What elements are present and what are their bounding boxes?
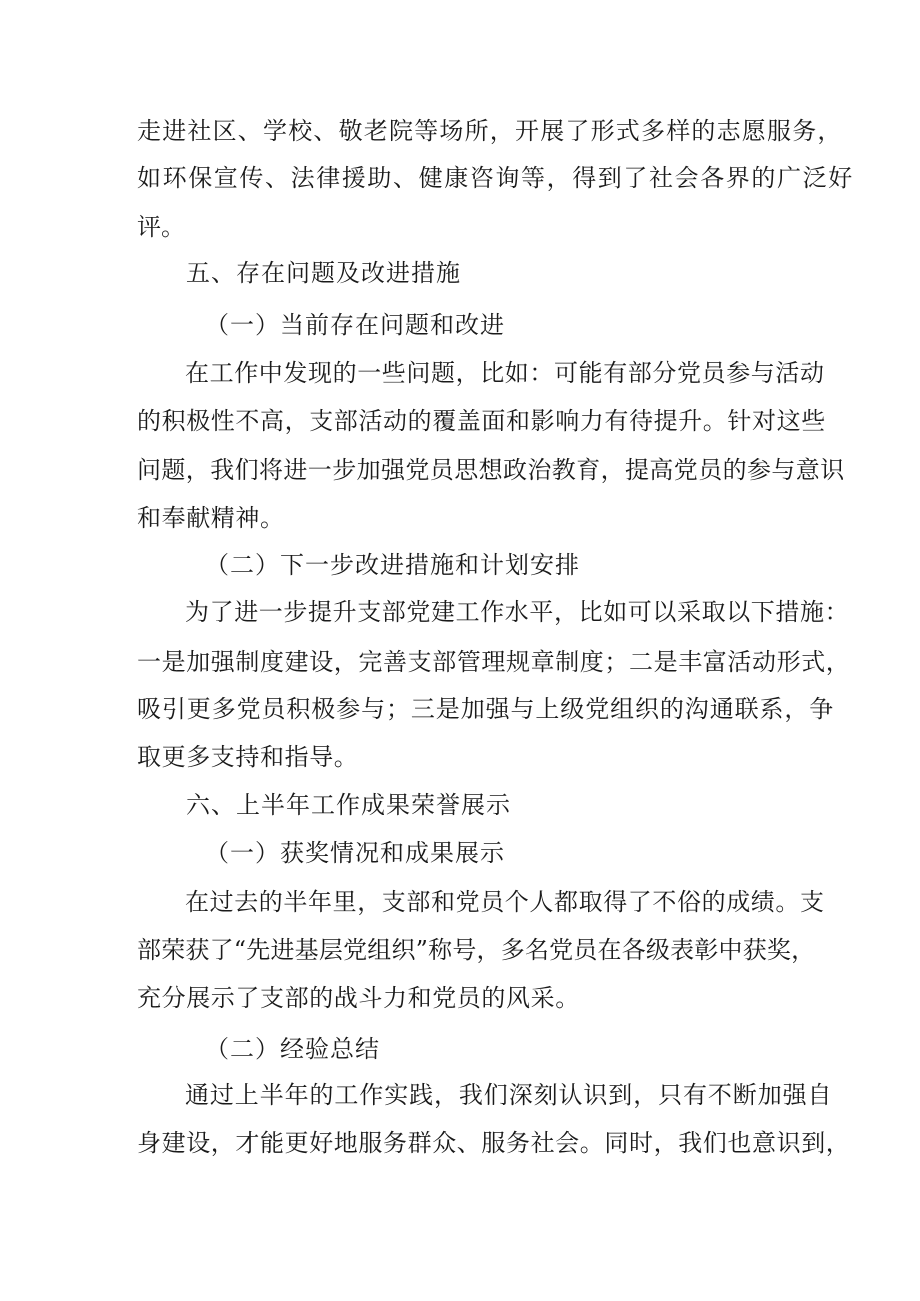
paragraph-line: 一是加强制度建设，完善支部管理规章制度；二是丰富活动形式， (137, 648, 851, 676)
paragraph-line: 身建设，才能更好地服务群众、服务社会。同时，我们也意识到， (137, 1129, 851, 1157)
paragraph-line: 走进社区、学校、敬老院等场所，开展了形式多样的志愿服务， (137, 117, 843, 145)
paragraph-line: 评。 (137, 213, 185, 241)
paragraph-line: 通过上半年的工作实践，我们深刻认识到，只有不断加强自 (185, 1081, 833, 1109)
subsection-heading: （二）下一步改进措施和计划安排 (205, 551, 580, 579)
paragraph-line: 和奉献精神。 (137, 504, 285, 532)
subsection-heading: （一）获奖情况和成果展示 (205, 839, 505, 867)
paragraph-line: 的积极性不高，支部活动的覆盖面和影响力有待提升。针对这些 (137, 407, 826, 435)
paragraph-line: 为了进一步提升支部党建工作水平，比如可以采取以下措施： (185, 598, 850, 626)
paragraph-line: 如环保宣传、法律援助、健康咨询等，得到了社会各界的广泛好 (137, 164, 854, 192)
paragraph-line: 在工作中发现的一些问题，比如：可能有部分党员参与活动 (185, 359, 825, 387)
subsection-heading: （二）经验总结 (205, 1035, 380, 1063)
section-heading-5: 五、存在问题及改进措施 (186, 259, 461, 287)
paragraph-line: 取更多支持和指导。 (137, 743, 359, 771)
section-heading-6: 六、上半年工作成果荣誉展示 (186, 791, 511, 819)
paragraph-line: 问题，我们将进一步加强党员思想政治教育，提高党员的参与意识 (137, 456, 845, 484)
subsection-heading: （一）当前存在问题和改进 (205, 311, 505, 339)
paragraph-line: 充分展示了支部的战斗力和党员的风采。 (137, 984, 580, 1012)
paragraph-line: 部荣获了“先进基层党组织”称号，多名党员在各级表彰中获奖， (137, 936, 816, 964)
paragraph-line: 在过去的半年里，支部和党员个人都取得了不俗的成绩。支 (185, 888, 825, 916)
paragraph-line: 吸引更多党员积极参与；三是加强与上级党组织的沟通联系，争 (137, 695, 835, 723)
